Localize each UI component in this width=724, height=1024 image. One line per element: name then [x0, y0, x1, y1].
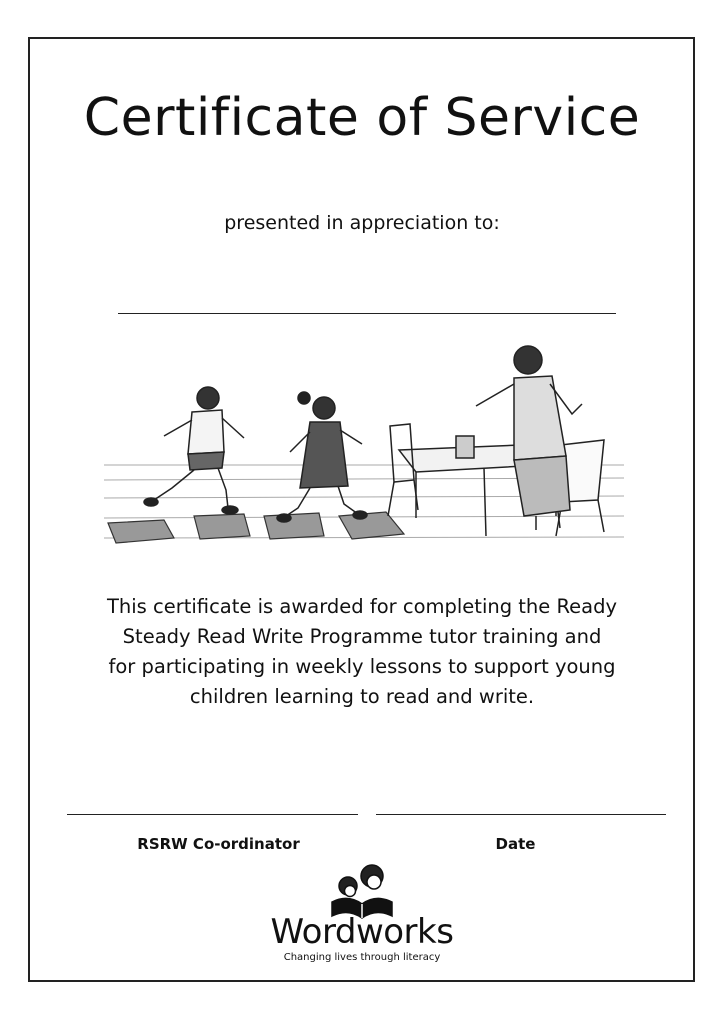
body-line: This certificate is awarded for completing the Ready: [106, 595, 618, 618]
body-line: Steady Read Write Programme tutor training and: [122, 625, 602, 648]
date-label: Date: [495, 835, 536, 853]
boy-figure: [144, 387, 244, 514]
chairs: [388, 424, 604, 536]
certificate-body: [92, 592, 632, 712]
children-classroom-illustration: [104, 340, 624, 555]
body-line: for participating in weekly lessons to support young: [108, 655, 616, 678]
certificate-title: Certificate of Service: [83, 88, 641, 148]
brand-tagline: Changing lives through literacy: [283, 952, 441, 963]
recipient-name-line: [118, 313, 616, 314]
coordinator-signature-line: [67, 814, 358, 815]
coordinator-label: RSRW Co-ordinator: [137, 835, 300, 853]
teacher-figure: [476, 346, 582, 530]
date-signature-line: [376, 814, 666, 815]
girl-figure: [277, 392, 367, 522]
brand-name: Wordworks: [270, 912, 454, 952]
body-line: children learning to read and write.: [189, 685, 535, 708]
certificate-subtitle: presented in appreciation to:: [224, 212, 500, 234]
